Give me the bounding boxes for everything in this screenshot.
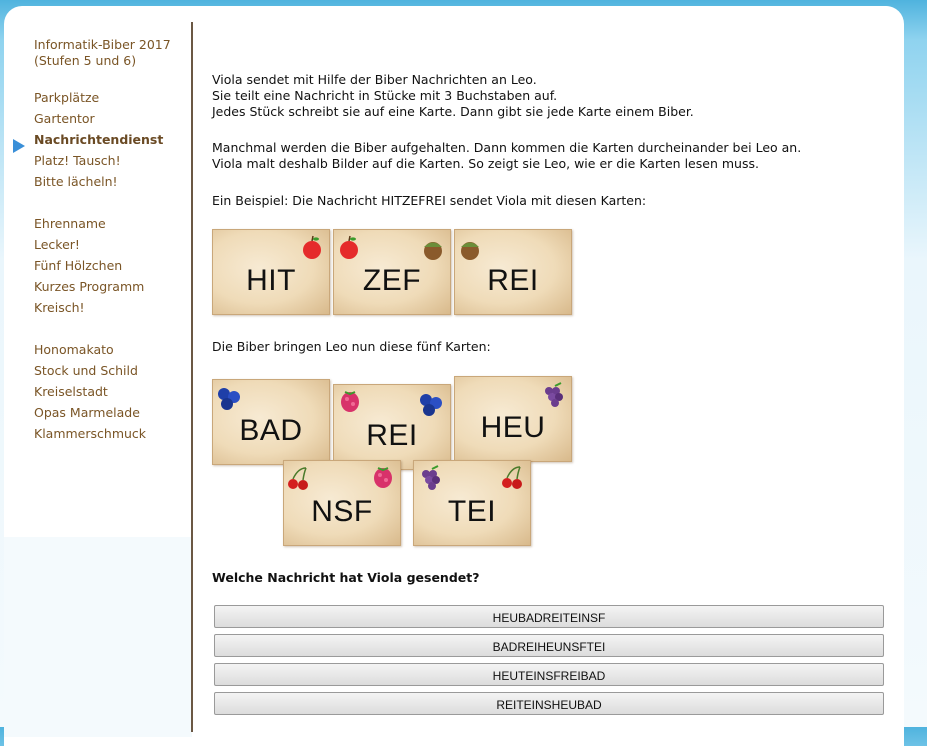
sidebar-item-kreiselstadt[interactable]: Kreiselstadt bbox=[34, 384, 108, 399]
raspberry-icon bbox=[337, 387, 363, 413]
sidebar-item-bitte-laecheln[interactable]: Bitte lächeln! bbox=[34, 174, 118, 189]
puzzle-card-bad bbox=[212, 379, 330, 465]
card-word: REI bbox=[366, 419, 418, 452]
problem-paragraph: Manchmal werden die Biber aufgehalten. Dann kommen die Karten durcheinander bei Leo an. Viola malt deshalb Bilder auf die Karten. So zeigt sie Leo, wie er die Karten lesen muss. bbox=[212, 140, 802, 171]
grapes-icon bbox=[541, 382, 567, 408]
sidebar-item-lecker[interactable]: Lecker! bbox=[34, 237, 80, 252]
sidebar-item-parkplaetze[interactable]: Parkplätze bbox=[34, 90, 100, 105]
card-word: ZEF bbox=[362, 264, 422, 297]
card-word: TEI bbox=[447, 495, 497, 528]
example-card-3 bbox=[454, 229, 572, 315]
puzzle-card-rei bbox=[333, 384, 451, 470]
sidebar-item-kurzes-programm[interactable]: Kurzes Programm bbox=[34, 279, 145, 294]
puzzle-card-nsf bbox=[283, 460, 401, 546]
cherries-icon bbox=[286, 465, 312, 491]
sidebar-item-platz-tausch[interactable]: Platz! Tausch! bbox=[34, 153, 121, 168]
sidebar-divider bbox=[191, 22, 193, 732]
example-text: Ein Beispiel: Die Nachricht HITZEFREI sendet Viola mit diesen Karten: bbox=[212, 193, 647, 208]
raspberry-icon bbox=[370, 463, 396, 489]
sidebar-item-ehrenname[interactable]: Ehrenname bbox=[34, 216, 106, 231]
blueberries-icon bbox=[216, 385, 242, 411]
card-word: NSF bbox=[311, 495, 373, 528]
cards-text: Die Biber bringen Leo nun diese fünf Karten: bbox=[212, 339, 491, 354]
answer-button-b[interactable]: BADREIHEUNSFTEI bbox=[214, 634, 884, 657]
card-word: REI bbox=[487, 264, 539, 297]
answer-button-a[interactable]: HEUBADREITEINSF bbox=[214, 605, 884, 628]
card-word: BAD bbox=[239, 414, 303, 447]
apple-icon bbox=[336, 234, 362, 260]
sidebar-item-stock-und-schild[interactable]: Stock und Schild bbox=[34, 363, 138, 378]
puzzle-card-tei bbox=[413, 460, 531, 546]
intro-paragraph: Viola sendet mit Hilfe der Biber Nachrichten an Leo. Sie teilt eine Nachricht in Stücke mit 3 Buchstaben auf. Jedes Stück schreibt sie auf eine Karte. Dann gibt sie jede Karte einem Biber. bbox=[212, 72, 694, 119]
sidebar-item-opas-marmelade[interactable]: Opas Marmelade bbox=[34, 405, 140, 420]
sidebar-item-nachrichtendienst[interactable]: Nachrichtendienst bbox=[34, 132, 164, 147]
cherries-icon bbox=[500, 464, 526, 490]
sidebar-nav bbox=[34, 37, 184, 444]
card-word: HIT bbox=[246, 264, 296, 297]
sidebar-item-gartentor[interactable]: Gartentor bbox=[34, 111, 95, 126]
sidebar-item-honomakato[interactable]: Honomakato bbox=[34, 342, 114, 357]
contest-title[interactable]: Informatik-Biber 2017 (Stufen 5 und 6) bbox=[34, 37, 171, 68]
sidebar-item-klammerschmuck[interactable]: Klammerschmuck bbox=[34, 426, 147, 441]
answer-button-d[interactable]: REITEINSHEUBAD bbox=[214, 692, 884, 715]
blueberries-icon bbox=[418, 391, 444, 417]
card-word: HEU bbox=[480, 411, 546, 444]
apple-icon bbox=[299, 234, 325, 260]
example-card-2 bbox=[333, 229, 451, 315]
sidebar-item-fuenf-hoelzchen[interactable]: Fünf Hölzchen bbox=[34, 258, 123, 273]
puzzle-card-heu bbox=[454, 376, 572, 462]
hazelnut-icon bbox=[420, 236, 446, 262]
example-card-1 bbox=[212, 229, 330, 315]
grapes-icon bbox=[418, 465, 444, 491]
question-text: Welche Nachricht hat Viola gesendet? bbox=[212, 570, 480, 585]
answer-options bbox=[214, 605, 884, 721]
answer-button-c[interactable]: HEUTEINSFREIBAD bbox=[214, 663, 884, 686]
hazelnut-icon bbox=[457, 236, 483, 262]
sidebar-item-kreisch[interactable]: Kreisch! bbox=[34, 300, 85, 315]
active-arrow-icon bbox=[13, 139, 25, 153]
sidebar-background bbox=[4, 537, 192, 737]
